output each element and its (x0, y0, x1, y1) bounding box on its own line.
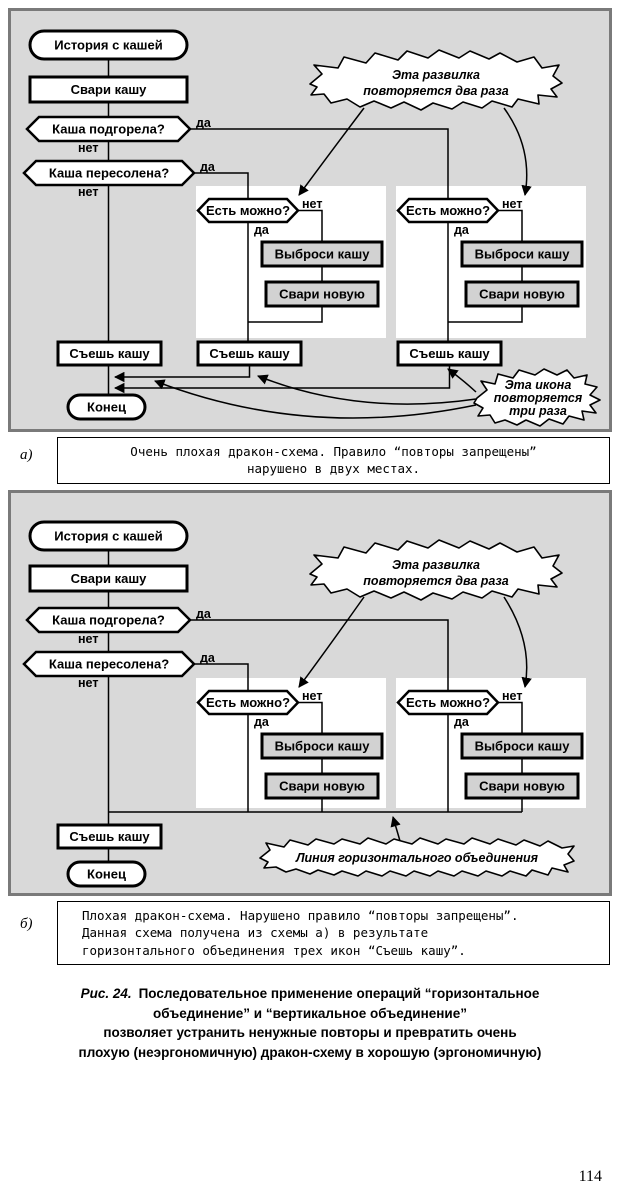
fork-callout-line2: повторяется два раза (363, 84, 509, 98)
node-eat-label: Съешь кашу (409, 346, 490, 361)
branch-yes-label: да (254, 715, 269, 729)
panel-b-caption-line2: Данная схема получена из схемы а) в результате (82, 925, 429, 941)
page-number: 114 (578, 1168, 602, 1185)
panel-a-caption-line1: Очень плохая дракон-схема. Правило “повторы запрещены” (130, 444, 537, 459)
question-edible-label: Есть можно? (405, 203, 491, 218)
node-end-label: Конец (87, 399, 126, 415)
panel-b-caption-box (57, 901, 610, 965)
node-question-burnt (27, 608, 190, 632)
node-cook-new-label: Свари новую (279, 778, 365, 794)
figure-caption (10, 984, 610, 1062)
node-eat-3 (398, 342, 501, 365)
node-start-label: История с кашей (54, 528, 163, 544)
node-start (30, 522, 187, 550)
branch-no-label: нет (78, 185, 99, 199)
node-cook-new-label: Свари новую (279, 286, 365, 302)
node-eat-label: Съешь кашу (209, 346, 290, 361)
branch-yes-label: да (196, 607, 211, 621)
node-eat-label: Съешь кашу (69, 829, 150, 844)
merge-callout-label: Линия горизонтального объединения (295, 851, 539, 865)
node-cook (30, 77, 187, 102)
node-eat-1 (58, 342, 161, 365)
branch-no-label: нет (502, 689, 523, 703)
branch-no-label: нет (78, 676, 99, 690)
node-question-edible-right (398, 199, 498, 222)
node-discard-left (262, 734, 382, 758)
branch-no-label: нет (78, 141, 99, 155)
node-discard-right (462, 242, 582, 266)
node-question-edible-left (198, 199, 298, 222)
node-discard-label: Выброси кашу (274, 738, 370, 754)
question-oversalted-label: Каша пересолена? (48, 165, 170, 181)
figure-caption-line4: плохую (неэргономичную) дракон-схему в хорошую (эргономичную) (78, 1044, 542, 1060)
question-edible-label: Есть можно? (405, 695, 491, 710)
node-cook-new-left (266, 774, 378, 798)
node-question-edible-left (198, 691, 298, 714)
diagram-panel-a (8, 8, 612, 432)
node-eat-2 (198, 342, 301, 365)
node-end (68, 862, 145, 886)
node-eat (58, 825, 161, 848)
branch-no-label: нет (302, 689, 323, 703)
icon-callout-line2: повторяется (493, 391, 583, 405)
branch-no-label: нет (78, 632, 99, 646)
node-discard-label: Выброси кашу (474, 246, 570, 262)
branch-yes-label: да (254, 223, 269, 237)
question-edible-label: Есть можно? (205, 695, 291, 710)
node-discard-label: Выброси кашу (474, 738, 570, 754)
node-question-oversalted (24, 161, 194, 185)
node-end-label: Конец (87, 866, 126, 882)
panel-a-caption-box (57, 437, 610, 484)
branch-no-label: нет (302, 197, 323, 211)
node-cook-new-right (466, 774, 578, 798)
panel-a-caption-line2: нарушено в двух местах. (246, 461, 421, 477)
node-discard-left (262, 242, 382, 266)
node-discard-right (462, 734, 582, 758)
node-question-oversalted (24, 652, 194, 676)
node-start (30, 31, 187, 59)
icon-callout-line1: Эта икона (504, 378, 572, 392)
question-burnt-label: Каша подгорела? (52, 612, 165, 628)
branch-yes-label: да (454, 223, 469, 237)
node-cook-new-left (266, 282, 378, 306)
fork-callout-line1: Эта развилка (392, 558, 480, 572)
node-cook (30, 566, 187, 591)
branch-yes-label: да (454, 715, 469, 729)
branch-no-label: нет (502, 197, 523, 211)
node-cook-new-label: Свари новую (479, 778, 565, 794)
question-burnt-label: Каша подгорела? (52, 121, 165, 137)
figure-caption-line1 (10, 984, 610, 1004)
question-edible-label: Есть можно? (205, 203, 291, 218)
figure-number: Рис. 24. (80, 986, 132, 1001)
panel-a-label: а) (20, 447, 33, 463)
panel-b-caption-line3: горизонтального объединения трех икон “Съешь кашу”. (82, 942, 466, 958)
panel-b-caption-line1: Плохая дракон-схема. Нарушено правило “повторы запрещены”. (82, 908, 519, 923)
diagram-panel-b (8, 490, 612, 896)
figure-caption-line2: объединение” и “вертикальное объединение” (153, 1005, 467, 1021)
panel-b-label: б) (20, 916, 33, 932)
figure-caption-line3: позволяет устранить ненужные повторы и превратить очень (103, 1025, 517, 1041)
node-cook-label: Свари кашу (70, 82, 147, 97)
fork-callout-line2: повторяется два раза (363, 574, 509, 588)
node-question-edible-right (398, 691, 498, 714)
branch-yes-label: да (200, 651, 215, 665)
node-start-label: История с кашей (54, 37, 163, 53)
node-discard-label: Выброси кашу (274, 246, 370, 262)
branch-yes-label: да (200, 160, 215, 174)
node-end (68, 395, 145, 419)
icon-callout-line3: три раза (509, 404, 567, 418)
figure-caption-text1: Последовательное применение операций “горизонтальное (138, 986, 540, 1001)
fork-callout-line1: Эта развилка (392, 68, 480, 82)
node-cook-label: Свари кашу (70, 571, 147, 586)
node-question-burnt (27, 117, 190, 141)
node-eat-label: Съешь кашу (69, 346, 150, 361)
question-oversalted-label: Каша пересолена? (48, 656, 170, 672)
branch-yes-label: да (196, 116, 211, 130)
node-cook-new-label: Свари новую (479, 286, 565, 302)
node-cook-new-right (466, 282, 578, 306)
